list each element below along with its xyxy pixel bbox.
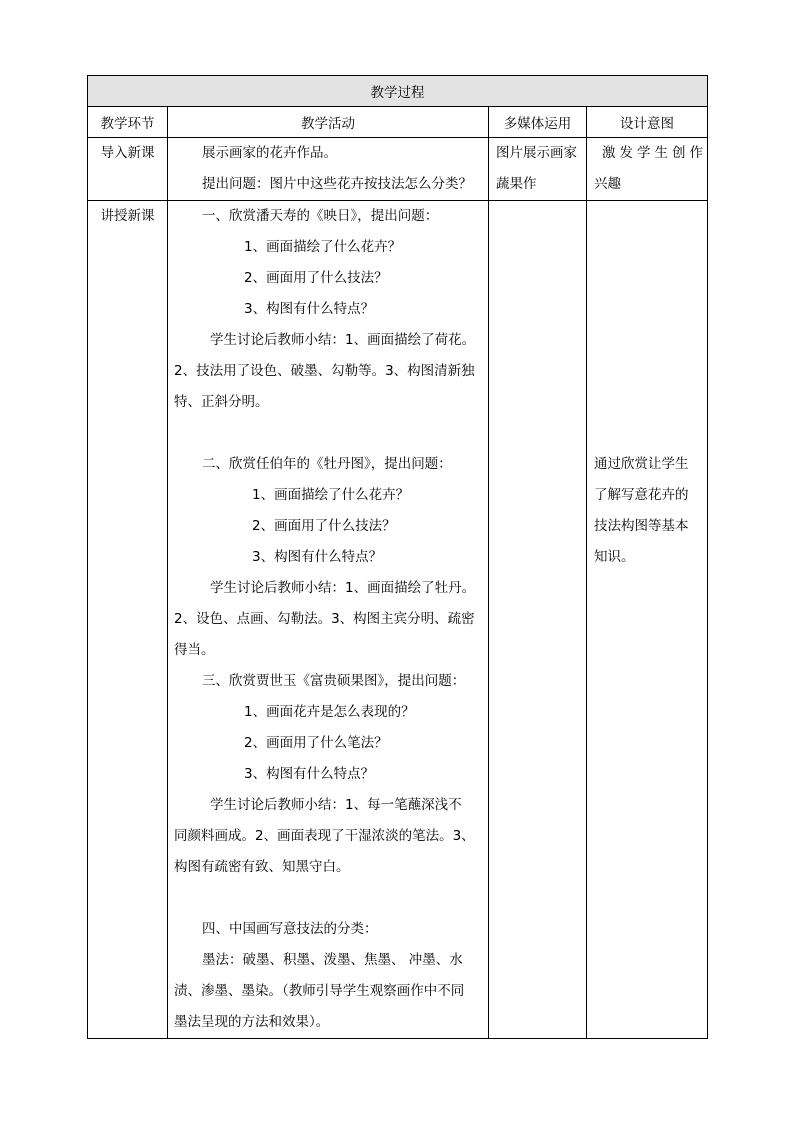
media-cell — [489, 138, 587, 201]
activity-line: 一、欣赏潘天寿的《映日》，提出问题： — [202, 208, 439, 224]
activity-line: 3、构图有什么特点？ — [244, 301, 375, 317]
activity-line: 2、设色、点画、勾勒法。3、构图主宾分明、疏密 — [174, 611, 475, 627]
activity-line: 特、正斜分明。 — [174, 394, 269, 410]
intent-line: 通过欣赏让学生 — [594, 456, 689, 472]
activity-line: 1、画面花卉是怎么表现的？ — [244, 704, 415, 720]
activity-cell — [168, 201, 489, 1039]
activity-line: 1、画面描绘了什么花卉？ — [252, 487, 410, 503]
table-header-row — [88, 107, 708, 138]
intent-line: 兴趣 — [594, 176, 621, 192]
intent-cell — [587, 138, 708, 201]
activity-line: 二、欣赏任伯年的《牡丹图》，提出问题： — [202, 456, 452, 472]
activity-line: 1、画面描绘了什么花卉？ — [244, 239, 402, 255]
activity-line: 构图有疏密有致、知黑守白。 — [174, 859, 350, 875]
activity-line: 展示画家的花卉作品。 — [202, 145, 337, 161]
table-row — [88, 201, 708, 1039]
activity-line: 墨法：破墨、积墨、泼墨、焦墨、 冲墨、水 — [202, 952, 463, 968]
activity-line: 墨法呈现的方法和效果）。 — [174, 1014, 330, 1030]
header-stage: 教学环节 — [88, 107, 168, 138]
intent-line: 了解写意花卉的 — [594, 487, 689, 503]
intent-cell — [587, 201, 708, 1039]
table-title: 教学过程 — [88, 76, 708, 107]
header-media: 多媒体运用 — [489, 107, 587, 138]
activity-line: 学生讨论后教师小结：1、画面描绘了荷花。 — [210, 332, 476, 348]
activity-line: 3、构图有什么特点？ — [252, 549, 383, 565]
intent-line: 激发学生创作 — [602, 145, 703, 161]
header-activity: 教学活动 — [168, 107, 489, 138]
stage-label: 导入新课 — [100, 145, 155, 161]
paragraph-spacer — [174, 883, 484, 914]
activity-cell — [168, 138, 489, 201]
intent-line: 技法构图等基本 — [594, 518, 689, 534]
activity-line: 学生讨论后教师小结：1、画面描绘了牡丹。 — [210, 580, 476, 596]
media-line: 蔬果作 — [496, 176, 537, 192]
activity-line: 同颜料画成。2、画面表现了干湿浓淡的笔法。3、 — [174, 828, 475, 844]
header-intent: 设计意图 — [587, 107, 708, 138]
activity-line: 2、画面用了什么技法？ — [252, 518, 396, 534]
activity-line: 渍、渗墨、墨染。（教师引导学生观察画作中不同 — [174, 983, 465, 999]
activity-line: 学生讨论后教师小结：1、每一笔蘸深浅不 — [210, 797, 462, 813]
stage-label: 讲授新课 — [100, 208, 155, 224]
table-title-row — [88, 76, 708, 107]
activity-line: 三、欣赏贾世玉《富贵硕果图》，提出问题： — [202, 673, 466, 689]
intent-offset — [594, 201, 703, 449]
activity-line: 3、构图有什么特点？ — [244, 766, 375, 782]
activity-line: 2、画面用了什么笔法？ — [244, 735, 388, 751]
intent-line: 知识。 — [594, 549, 635, 565]
media-cell — [489, 201, 587, 1039]
paragraph-spacer — [174, 418, 484, 449]
table-row — [88, 138, 708, 201]
activity-line: 2、画面用了什么技法？ — [244, 270, 388, 286]
activity-line: 2、技法用了设色、破墨、勾勒等。3、构图清新独 — [174, 363, 475, 379]
activity-line: 提出问题：图片中这些花卉按技法怎么分类？ — [202, 176, 472, 192]
stage-cell — [88, 138, 168, 201]
media-line: 图片展示画家 — [496, 145, 577, 161]
activity-line: 得当。 — [174, 642, 215, 658]
teaching-process-table — [87, 75, 708, 1039]
activity-line: 四、中国画写意技法的分类： — [202, 921, 378, 937]
stage-cell — [88, 201, 168, 1039]
